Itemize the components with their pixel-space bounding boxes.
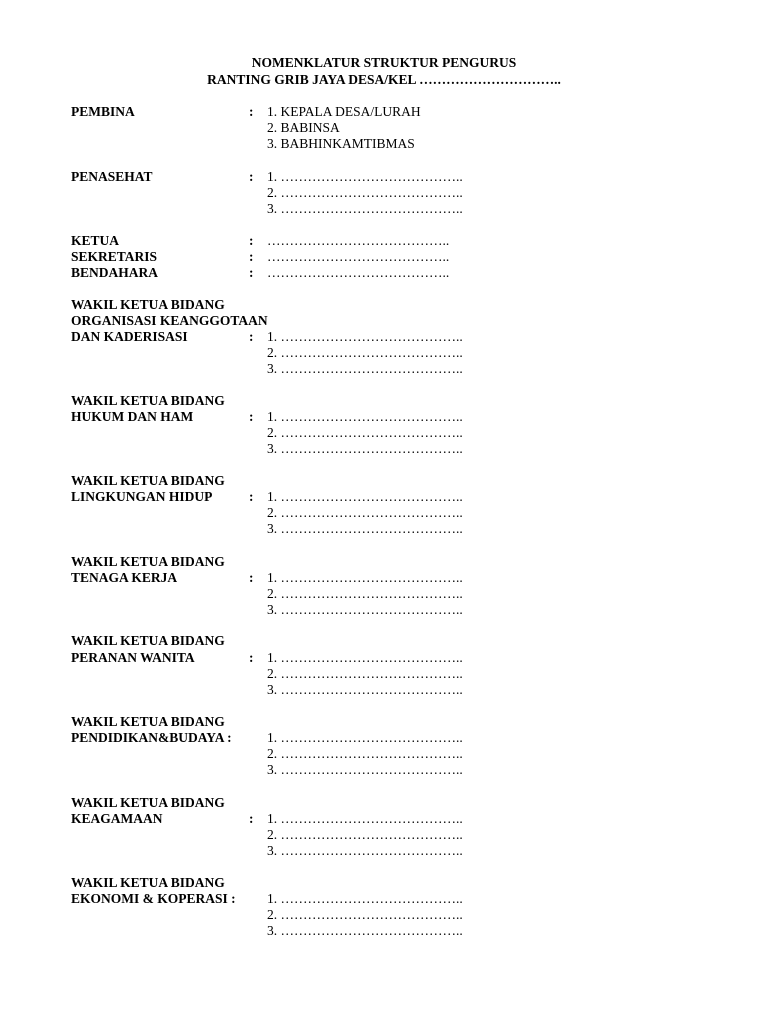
ketua-colon: : bbox=[249, 233, 254, 248]
bidang-wanita-item-2: 2. ………………………………….. bbox=[267, 666, 463, 681]
pembina-label: PEMBINA bbox=[71, 104, 135, 119]
penasehat-colon: : bbox=[249, 169, 254, 184]
bidang-wanita-item-1: 1. ………………………………….. bbox=[267, 650, 463, 665]
bidang-keagamaan-line-1: WAKIL KETUA BIDANG bbox=[71, 795, 225, 810]
ketua-value: ………………………………….. bbox=[267, 233, 450, 248]
pembina-item-2: 2. BABINSA bbox=[267, 120, 340, 135]
bidang-pendidikan-line-2: PENDIDIKAN&BUDAYA : bbox=[71, 730, 232, 745]
penasehat-item-1: 1. ………………………………….. bbox=[267, 169, 463, 184]
bidang-organisasi-line-2: ORGANISASI KEANGGOTAAN bbox=[71, 313, 268, 328]
bidang-pendidikan-item-2: 2. ………………………………….. bbox=[267, 746, 463, 761]
bidang-tenaga-item-1: 1. ………………………………….. bbox=[267, 570, 463, 585]
bidang-hukum-colon: : bbox=[249, 409, 254, 424]
bidang-keagamaan-colon: : bbox=[249, 811, 254, 826]
bidang-organisasi-line-1: WAKIL KETUA BIDANG bbox=[71, 297, 225, 312]
bidang-wanita-line-1: WAKIL KETUA BIDANG bbox=[71, 633, 225, 648]
bidang-lingkungan-line-2: LINGKUNGAN HIDUP bbox=[71, 489, 213, 504]
bidang-hukum-item-2: 2. ………………………………….. bbox=[267, 425, 463, 440]
bidang-organisasi-line-3: DAN KADERISASI bbox=[71, 329, 188, 344]
penasehat-item-3: 3. ………………………………….. bbox=[267, 201, 463, 216]
bidang-keagamaan-line-2: KEAGAMAAN bbox=[71, 811, 163, 826]
bidang-tenaga-item-3: 3. ………………………………….. bbox=[267, 602, 463, 617]
bidang-lingkungan-item-1: 1. ………………………………….. bbox=[267, 489, 463, 504]
bidang-keagamaan-item-2: 2. ………………………………….. bbox=[267, 827, 463, 842]
bidang-wanita-item-3: 3. ………………………………….. bbox=[267, 682, 463, 697]
pembina-item-3: 3. BABHINKAMTIBMAS bbox=[267, 136, 415, 151]
bidang-keagamaan-item-3: 3. ………………………………….. bbox=[267, 843, 463, 858]
bendahara-label: BENDAHARA bbox=[71, 265, 159, 280]
sekretaris-colon: : bbox=[249, 249, 254, 264]
bidang-lingkungan-line-1: WAKIL KETUA BIDANG bbox=[71, 473, 225, 488]
document-title: NOMENKLATUR STRUKTUR PENGURUS bbox=[251, 55, 517, 70]
bidang-pendidikan-item-3: 3. ………………………………….. bbox=[267, 762, 463, 777]
sekretaris-label: SEKRETARIS bbox=[71, 249, 158, 264]
bidang-hukum-item-1: 1. ………………………………….. bbox=[267, 409, 463, 424]
bidang-organisasi-item-3: 3. ………………………………….. bbox=[267, 361, 463, 376]
bidang-lingkungan-colon: : bbox=[249, 489, 254, 504]
bidang-tenaga-colon: : bbox=[249, 570, 254, 585]
bidang-hukum-line-1: WAKIL KETUA BIDANG bbox=[71, 393, 225, 408]
bidang-wanita-line-2: PERANAN WANITA bbox=[71, 650, 195, 665]
bidang-lingkungan-item-3: 3. ………………………………….. bbox=[267, 521, 463, 536]
bendahara-colon: : bbox=[249, 265, 254, 280]
bidang-lingkungan-item-2: 2. ………………………………….. bbox=[267, 505, 463, 520]
ketua-label: KETUA bbox=[71, 233, 120, 248]
bidang-tenaga-item-2: 2. ………………………………….. bbox=[267, 586, 463, 601]
bidang-pendidikan-item-1: 1. ………………………………….. bbox=[267, 730, 463, 745]
bidang-keagamaan-item-1: 1. ………………………………….. bbox=[267, 811, 463, 826]
sekretaris-value: ………………………………….. bbox=[267, 249, 450, 264]
bidang-hukum-item-3: 3. ………………………………….. bbox=[267, 441, 463, 456]
bidang-ekonomi-item-3: 3. ………………………………….. bbox=[267, 923, 463, 938]
bidang-tenaga-line-2: TENAGA KERJA bbox=[71, 570, 178, 585]
bidang-ekonomi-line-2: EKONOMI & KOPERASI : bbox=[71, 891, 236, 906]
pembina-item-1: 1. KEPALA DESA/LURAH bbox=[267, 104, 421, 119]
bidang-hukum-line-2: HUKUM DAN HAM bbox=[71, 409, 194, 424]
bidang-pendidikan-line-1: WAKIL KETUA BIDANG bbox=[71, 714, 225, 729]
document-subtitle: RANTING GRIB JAYA DESA/KEL ………………………….. bbox=[207, 72, 561, 87]
bidang-ekonomi-item-2: 2. ………………………………….. bbox=[267, 907, 463, 922]
bidang-tenaga-line-1: WAKIL KETUA BIDANG bbox=[71, 554, 225, 569]
bidang-ekonomi-item-1: 1. ………………………………….. bbox=[267, 891, 463, 906]
bidang-organisasi-colon: : bbox=[249, 329, 254, 344]
pembina-colon: : bbox=[249, 104, 254, 119]
bidang-ekonomi-line-1: WAKIL KETUA BIDANG bbox=[71, 875, 225, 890]
penasehat-item-2: 2. ………………………………….. bbox=[267, 185, 463, 200]
bidang-organisasi-item-1: 1. ………………………………….. bbox=[267, 329, 463, 344]
bendahara-value: ………………………………….. bbox=[267, 265, 450, 280]
penasehat-label: PENASEHAT bbox=[71, 169, 153, 184]
bidang-wanita-colon: : bbox=[249, 650, 254, 665]
bidang-organisasi-item-2: 2. ………………………………….. bbox=[267, 345, 463, 360]
